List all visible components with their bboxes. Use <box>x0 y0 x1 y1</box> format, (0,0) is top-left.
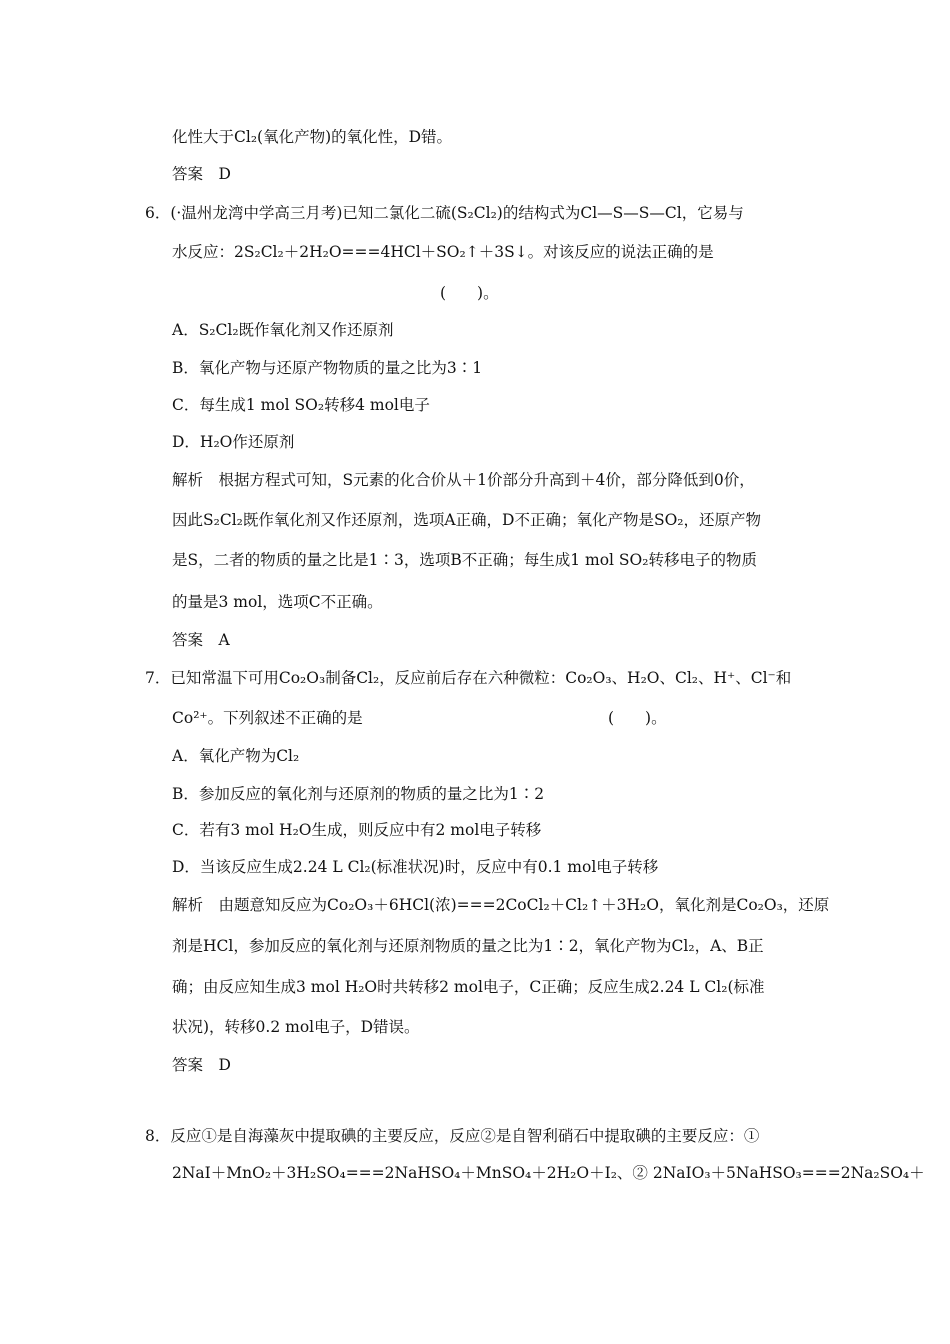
analysis-line: 剂是HCl，参加反应的氧化剂与还原剂物质的量之比为1∶2，氧化产物为Cl₂，A、B正 <box>172 937 764 955</box>
question-8-stem-cont: 2NaI＋MnO₂＋3H₂SO₄===2NaHSO₄＋MnSO₄＋2H₂O＋I₂、② 2NaIO₃＋5NaHSO₃===2Na₂SO₄＋ <box>172 1164 925 1182</box>
answer-line: 答案 D <box>172 165 231 183</box>
analysis-line: 是S，二者的物质的量之比是1∶3，选项B不正确；每生成1 mol SO₂转移电子的物质 <box>172 551 757 569</box>
option-d: D．H₂O作还原剂 <box>172 433 295 451</box>
question-6-bracket: ( )。 <box>440 284 499 302</box>
question-7-stem: 7．已知常温下可用Co₂O₃制备Cl₂，反应前后存在六种微粒：Co₂O₃、H₂O、Cl₂、H⁺、Cl⁻和 <box>145 669 792 687</box>
question-8-stem: 8．反应①是自海藻灰中提取碘的主要反应，反应②是自智利硝石中提取碘的主要反应：① <box>145 1127 760 1145</box>
analysis-line: 解析 由题意知反应为Co₂O₃＋6HCl(浓)===2CoCl₂＋Cl₂↑＋3H₂O，氧化剂是Co₂O₃，还原 <box>172 896 830 914</box>
analysis-line: 解析 根据方程式可知，S元素的化合价从＋1价部分升高到＋4价，部分降低到0价， <box>172 471 755 489</box>
analysis-line: 状况)，转移0.2 mol电子，D错误。 <box>172 1018 420 1036</box>
text-line: 化性大于Cl₂(氧化产物)的氧化性，D错。 <box>172 128 453 146</box>
option-c: C．若有3 mol H₂O生成，则反应中有2 mol电子转移 <box>172 821 542 839</box>
answer-line: 答案 A <box>172 631 230 649</box>
option-b: B．参加反应的氧化剂与还原剂的物质的量之比为1∶2 <box>172 785 545 803</box>
analysis-line: 因此S₂Cl₂既作氧化剂又作还原剂，选项A正确，D不正确；氧化产物是SO₂，还原产物 <box>172 511 762 529</box>
question-7-bracket: ( )。 <box>608 709 667 727</box>
option-a: A．氧化产物为Cl₂ <box>172 747 300 765</box>
option-a: A．S₂Cl₂既作氧化剂又作还原剂 <box>172 321 394 339</box>
question-6-stem: 6．(·温州龙湾中学高三月考)已知二氯化二硫(S₂Cl₂)的结构式为Cl—S—S—Cl，它易与 <box>145 204 744 222</box>
analysis-line: 的量是3 mol，选项C不正确。 <box>172 593 383 611</box>
option-b: B．氧化产物与还原产物物质的量之比为3∶1 <box>172 359 483 377</box>
answer-line: 答案 D <box>172 1056 231 1074</box>
option-d: D．当该反应生成2.24 L Cl₂(标准状况)时，反应中有0.1 mol电子转移 <box>172 858 659 876</box>
analysis-line: 确；由反应知生成3 mol H₂O时共转移2 mol电子，C正确；反应生成2.24 L Cl₂(标准 <box>172 978 765 996</box>
option-c: C．每生成1 mol SO₂转移4 mol电子 <box>172 396 430 414</box>
question-7-stem-cont: Co²⁺。下列叙述不正确的是 <box>172 709 363 727</box>
question-6-stem-cont: 水反应：2S₂Cl₂＋2H₂O===4HCl＋SO₂↑＋3S↓。对该反应的说法正确的是 <box>172 243 714 261</box>
